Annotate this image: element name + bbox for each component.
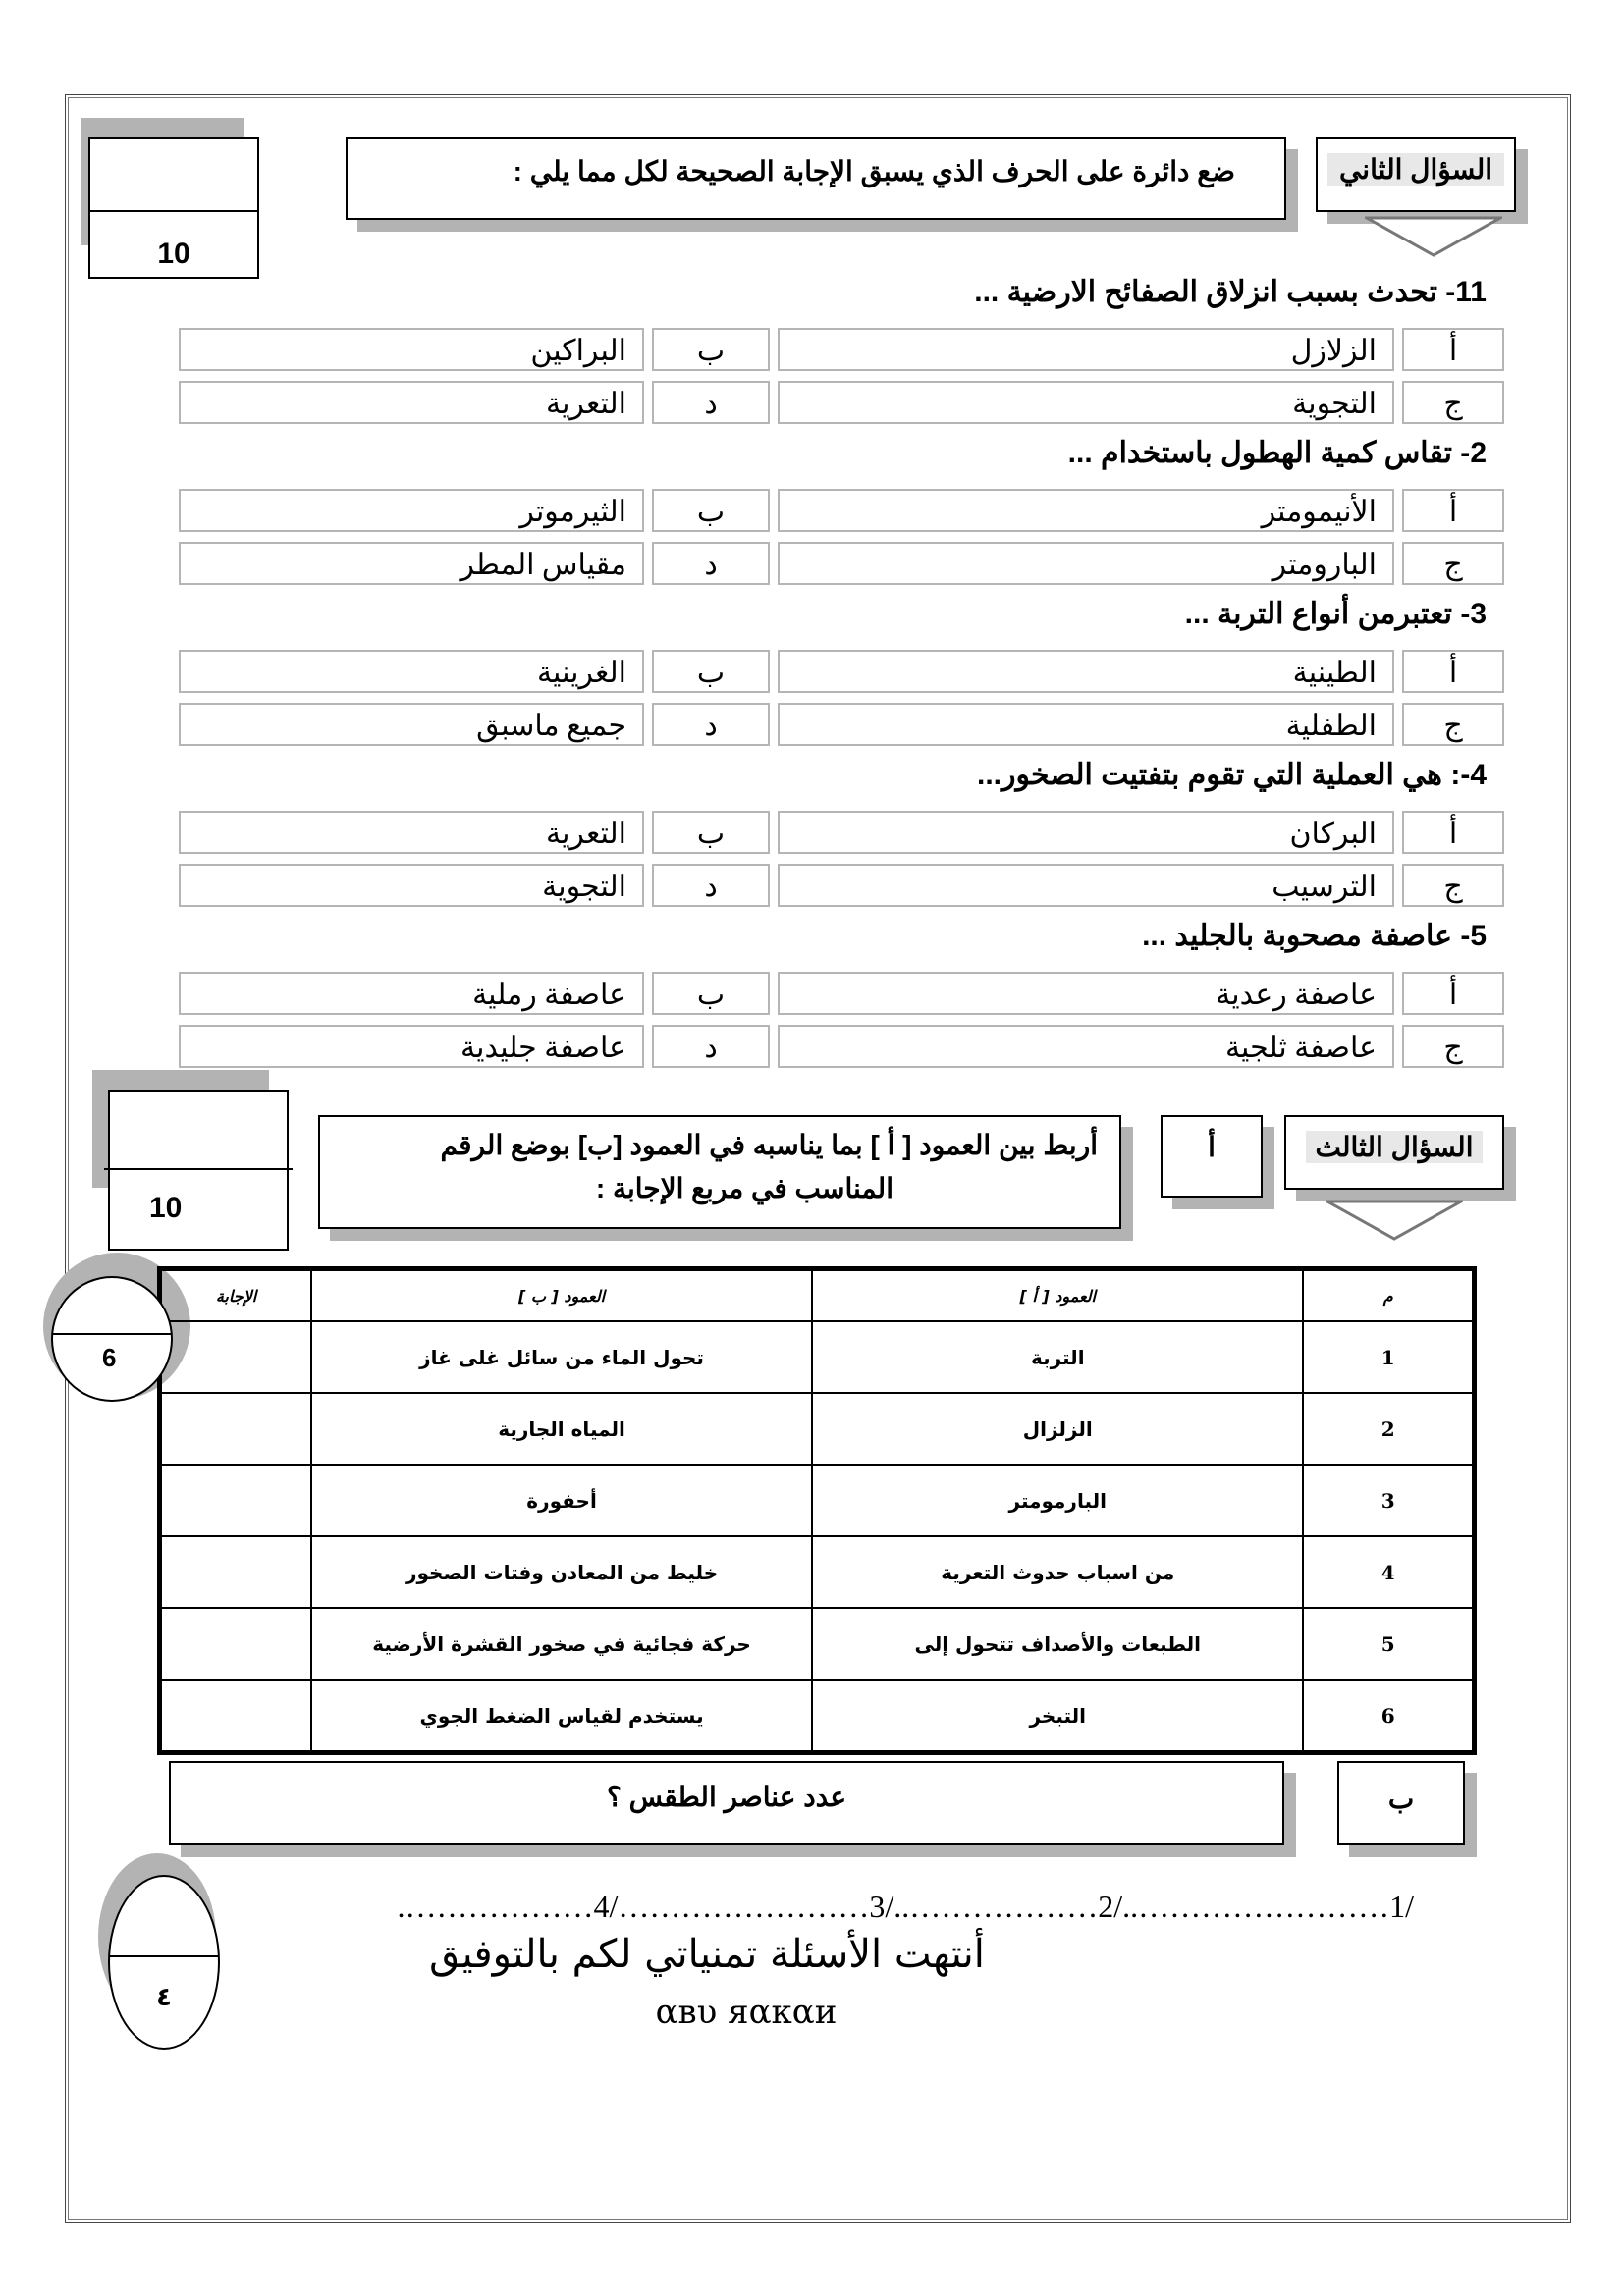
option-letter[interactable]: ب <box>652 811 770 854</box>
q2-option-row <box>179 966 1504 1017</box>
q2-header-box <box>1316 137 1516 212</box>
row-number: 2 <box>1303 1393 1474 1465</box>
q2-option-row <box>179 697 1504 748</box>
q3-part-b-label: ب <box>1387 1784 1415 1814</box>
q3-header-box <box>1284 1115 1504 1190</box>
part-b-score: ٤ <box>156 1983 172 2012</box>
column-b-item: خليط من المعادن وفتات الصخور <box>311 1536 812 1608</box>
table-row <box>160 1680 1475 1753</box>
option-text[interactable]: الزلازل <box>778 328 1394 371</box>
q2-option-row <box>179 858 1504 909</box>
q2-score: 10 <box>157 238 190 270</box>
column-b-item: يستخدم لقياس الضغط الجوي <box>311 1680 812 1753</box>
option-letter[interactable]: ج <box>1402 864 1504 907</box>
signature: αвυ яαкαи <box>655 1993 838 2032</box>
option-text[interactable]: الغرينية <box>179 650 644 693</box>
option-text[interactable]: التعرية <box>179 811 644 854</box>
row-number: 6 <box>1303 1680 1474 1753</box>
option-text[interactable]: جميع ماسبق <box>179 703 644 746</box>
column-a-item: التبخر <box>812 1680 1303 1753</box>
col-header-a: العمود [ أ ] <box>812 1269 1303 1322</box>
row-number: 4 <box>1303 1536 1474 1608</box>
option-letter[interactable]: ج <box>1402 703 1504 746</box>
q2-instruction-box <box>346 137 1286 220</box>
table-row <box>160 1536 1475 1608</box>
q3-part-b-question-box <box>169 1761 1284 1845</box>
q3-instruction-line1: أربط بين العمود [ أ ] بما يناسبه في العمود [ب] بوضع الرقم <box>440 1130 1098 1160</box>
option-letter[interactable]: ب <box>652 972 770 1015</box>
option-letter[interactable]: أ <box>1402 328 1504 371</box>
option-letter[interactable]: ب <box>652 328 770 371</box>
row-number: 1 <box>1303 1321 1474 1393</box>
option-text[interactable]: التجوية <box>778 381 1394 424</box>
answer-cell[interactable] <box>160 1680 312 1753</box>
column-a-item: الطبعات والأصداف تتحول إلى <box>812 1608 1303 1680</box>
answer-cell[interactable] <box>160 1393 312 1465</box>
option-letter[interactable]: ج <box>1402 381 1504 424</box>
option-letter[interactable]: ج <box>1402 1025 1504 1068</box>
column-a-item: البارمومتر <box>812 1465 1303 1536</box>
column-b-item: المياه الجارية <box>311 1393 812 1465</box>
q3-part-a-label: أ <box>1208 1132 1216 1162</box>
q2-score-box <box>88 137 259 279</box>
option-text[interactable]: البراكين <box>179 328 644 371</box>
q2-option-row <box>179 483 1504 534</box>
q2-header: السؤال الثاني <box>1327 153 1504 186</box>
option-letter[interactable]: أ <box>1402 811 1504 854</box>
q2-item-stem: 4-: هي العملية التي تقوم بتفتيت الصخور... <box>977 759 1487 791</box>
table-row <box>160 1608 1475 1680</box>
answer-cell[interactable] <box>160 1608 312 1680</box>
option-letter[interactable]: ب <box>652 489 770 532</box>
option-letter[interactable]: أ <box>1402 650 1504 693</box>
table-row <box>160 1465 1475 1536</box>
option-letter[interactable]: أ <box>1402 489 1504 532</box>
row-number: 3 <box>1303 1465 1474 1536</box>
answer-cell[interactable] <box>160 1321 312 1393</box>
option-letter[interactable]: د <box>652 703 770 746</box>
q3-score-box <box>108 1090 289 1251</box>
column-a-item: التربة <box>812 1321 1303 1393</box>
option-text[interactable]: عاصفة رعدية <box>778 972 1394 1015</box>
q2-item-stem: 3- تعتبرمن أنواع التربة ... <box>1184 598 1487 630</box>
option-letter[interactable]: أ <box>1402 972 1504 1015</box>
q2-option-row <box>179 536 1504 587</box>
answer-blanks[interactable]: /1……………………../2………………../3……………………/4………………. <box>397 1889 1414 1924</box>
q2-item-stem: 11- تحدث بسبب انزلاق الصفائح الارضية ... <box>974 276 1487 308</box>
q3-down-arrow-icon <box>1326 1200 1463 1243</box>
row-number: 5 <box>1303 1608 1474 1680</box>
q2-item-stem: 5- عاصفة مصحوبة بالجليد ... <box>1142 920 1487 952</box>
q3-part-a-box <box>1161 1115 1263 1198</box>
option-text[interactable]: الأنيمومتر <box>778 489 1394 532</box>
table-score: 6 <box>102 1343 117 1372</box>
option-letter[interactable]: د <box>652 1025 770 1068</box>
option-text[interactable]: الثيرموتر <box>179 489 644 532</box>
q2-option-row <box>179 322 1504 373</box>
option-text[interactable]: عاصفة رملية <box>179 972 644 1015</box>
column-b-item: حركة فجائية في صخور القشرة الأرضية <box>311 1608 812 1680</box>
q3-instruction-box <box>318 1115 1121 1229</box>
closing-message: أنتهت الأسئلة تمنياتي لكم بالتوفيق <box>429 1932 985 1977</box>
q2-down-arrow-icon <box>1365 216 1502 259</box>
option-text[interactable]: الطفلية <box>778 703 1394 746</box>
table-row <box>160 1393 1475 1465</box>
q2-instruction: ضع دائرة على الحرف الذي يسبق الإجابة الصحيحة لكل مما يلي : <box>513 156 1235 187</box>
option-text[interactable]: البركان <box>778 811 1394 854</box>
q2-item-stem: 2- تقاس كمية الهطول باستخدام ... <box>1067 437 1487 469</box>
column-a-item: الزلزال <box>812 1393 1303 1465</box>
q3-instruction-line2: المناسب في مربع الإجابة : <box>595 1173 893 1203</box>
option-letter[interactable]: د <box>652 864 770 907</box>
q2-option-row <box>179 375 1504 426</box>
q3-part-b-box <box>1337 1761 1465 1845</box>
option-letter[interactable]: د <box>652 542 770 585</box>
q2-option-row <box>179 1019 1504 1070</box>
q2-option-row <box>179 644 1504 695</box>
matching-table <box>157 1266 1477 1755</box>
option-text[interactable]: الطينية <box>778 650 1394 693</box>
part-b-score-ellipse <box>108 1875 220 2050</box>
option-text[interactable]: التعرية <box>179 381 644 424</box>
q2-option-row <box>179 805 1504 856</box>
option-text[interactable]: عاصفة جليدية <box>179 1025 644 1068</box>
column-b-item: تحول الماء من سائل غلى غاز <box>311 1321 812 1393</box>
column-a-item: من اسباب حدوث التعرية <box>812 1536 1303 1608</box>
col-header-b: العمود [ ب ] <box>311 1269 812 1322</box>
option-text[interactable]: البارومتر <box>778 542 1394 585</box>
option-text[interactable]: الترسيب <box>778 864 1394 907</box>
col-header-answer: الإجابة <box>160 1269 312 1322</box>
option-letter[interactable]: ب <box>652 650 770 693</box>
col-header-num: م <box>1303 1269 1474 1322</box>
column-b-item: أحفورة <box>311 1465 812 1536</box>
q3-header: السؤال الثالث <box>1306 1131 1483 1163</box>
table-row <box>160 1321 1475 1393</box>
q3-part-b-question: عدد عناصر الطقس ؟ <box>606 1782 847 1812</box>
answer-cell[interactable] <box>160 1536 312 1608</box>
q3-score: 10 <box>149 1192 183 1224</box>
answer-cell[interactable] <box>160 1465 312 1536</box>
table-score-circle <box>51 1276 173 1402</box>
option-text[interactable]: التجوية <box>179 864 644 907</box>
option-letter[interactable]: ج <box>1402 542 1504 585</box>
option-text[interactable]: مقياس المطر <box>179 542 644 585</box>
option-letter[interactable]: د <box>652 381 770 424</box>
option-text[interactable]: عاصفة ثلجية <box>778 1025 1394 1068</box>
